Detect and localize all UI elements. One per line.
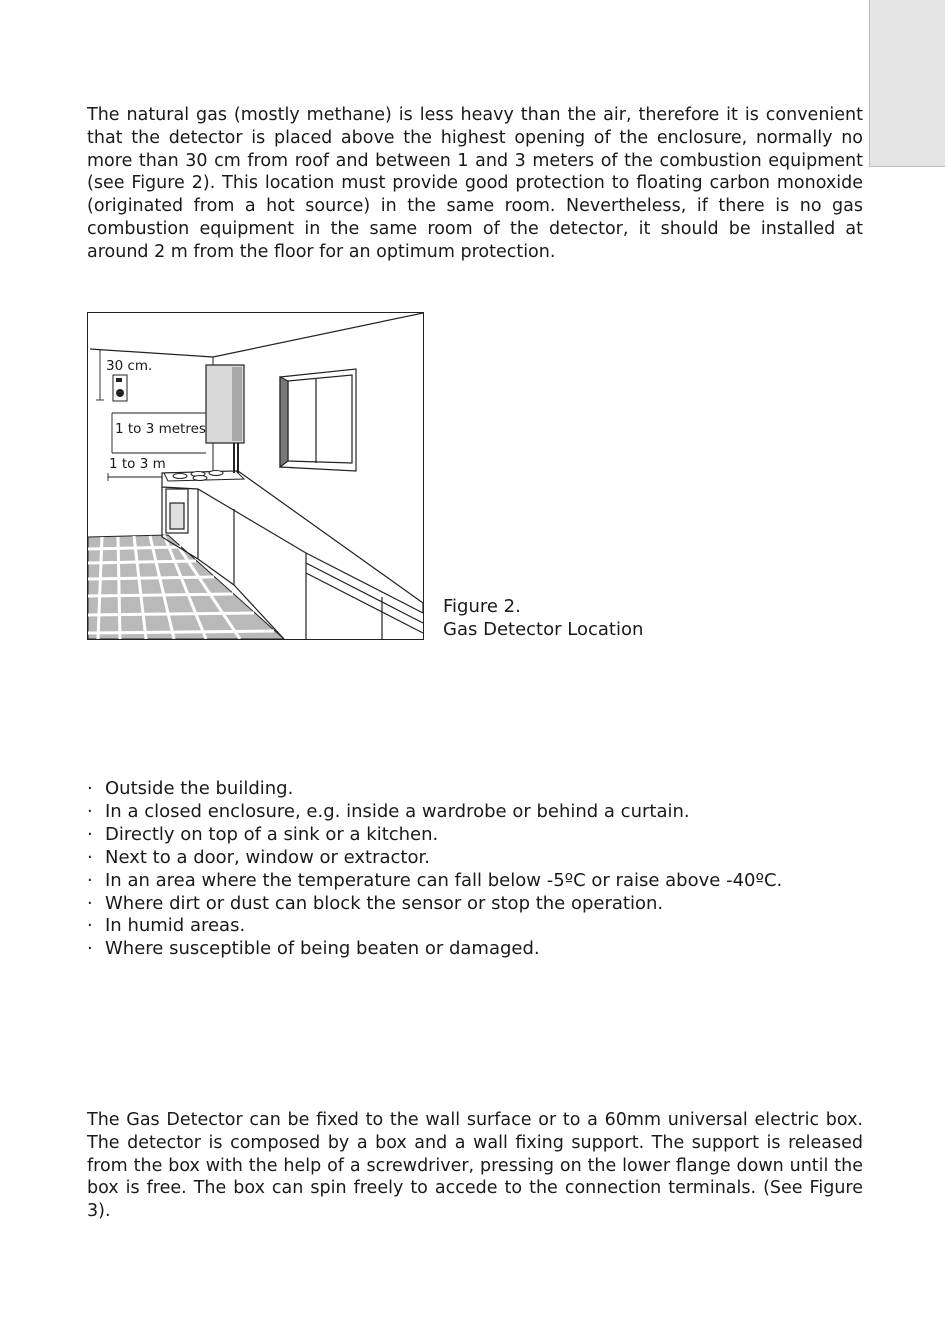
kitchen-illustration: [88, 313, 423, 639]
list-item: · Next to a door, window or extractor.: [87, 846, 430, 868]
caption-line-2: Gas Detector Location: [443, 618, 644, 640]
window: [280, 369, 356, 471]
intro-paragraph: The natural gas (mostly methane) is less heavy than the air, therefore it is convenient that the detector is placed above the highest opening of the enclosure, normally no more than 30 cm from roof and between 1 and 3 meters of the combustion equipment (see Figure 2). This location must provide good protection to floating carbon monoxide (originated from a hot source) in the same room. Nevertheless, if there is no gas combustion equipment in the same room of the detector, it should be installed at around 2 m from the floor for an optimum protection.: [87, 105, 863, 262]
list-item: · In humid areas.: [87, 915, 246, 937]
list-item: · In an area where the temperature can fall below -5ºC or raise above -40ºC.: [87, 869, 783, 891]
page-side-tab: [869, 0, 945, 167]
boiler: [206, 365, 244, 473]
label-1-to-3-metres: 1 to 3 metres: [115, 421, 206, 437]
caption-line-1: Figure 2.: [443, 596, 521, 617]
mounting-paragraph: The Gas Detector can be fixed to the wall surface or to a 60mm universal electric box. The detector is composed by a box and a wall fixing support. The support is released from the box with the help of a screwdriver, pressing on the lower flange down until the box is free. The box can spin freely to accede to the connection terminals. (See Figure 3).: [87, 1110, 863, 1222]
gas-detector-icon: [113, 375, 127, 401]
list-item: · Directly on top of a sink or a kitchen.: [87, 823, 439, 845]
label-1-to-3-m: 1 to 3 m: [109, 456, 166, 472]
list-item: · In a closed enclosure, e.g. inside a wardrobe or behind a curtain.: [87, 800, 690, 822]
floor-tiles: [88, 535, 284, 639]
list-item: · Where dirt or dust can block the sensor or stop the operation.: [87, 892, 664, 914]
gas-detector-location-figure: [87, 312, 424, 640]
list-item: · Outside the building.: [87, 778, 294, 799]
figure-caption: [443, 596, 643, 641]
label-30cm: 30 cm.: [106, 358, 153, 374]
list-item: · Where susceptible of being beaten or damaged.: [87, 938, 540, 960]
placement-avoid-list: [87, 778, 782, 961]
